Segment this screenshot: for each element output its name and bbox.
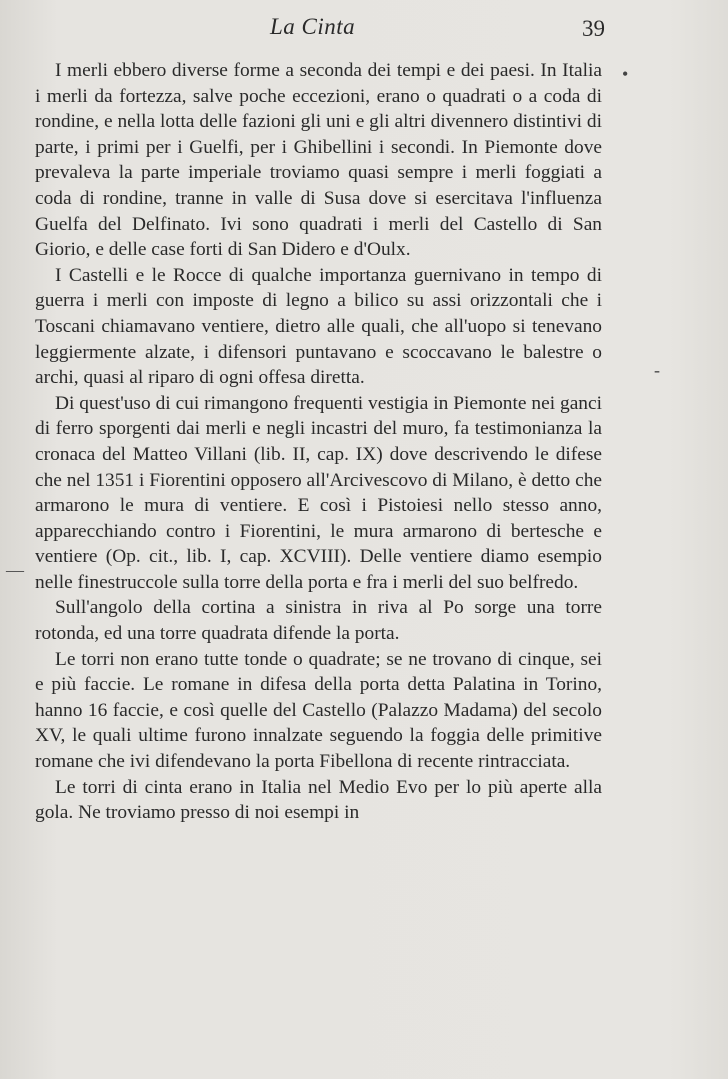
paragraph: Di quest'uso di cui rimangono frequenti vestigia in Piemonte nei ganci di ferro sporgenti dai merli e negli incastri del muro, fa testimonianza la cronaca del Matteo Villani (lib. II, cap. IX) dove descrivendo le difese che nel 1351 i Fiorentini opposero all'Arcivescovo di Milano, è detto che armarono le mura di ventiere. E così i Pistoiesi nello stesso anno, apparecchiando contro i Fiorentini, le mura armarono di bertesche e ventiere (Op. cit., lib. I, cap. XCVIII). Delle ventiere diamo esempio nelle finestruccole sulla torre della porta e fra i merli del suo belfredo. (35, 392, 602, 593)
paragraph: Le torri non erano tutte tonde o quadrate; se ne trovano di cinque, sei e più faccie. Le romane in difesa della porta detta Palatina in Torino, hanno 16 faccie, e così quelle del Castello (Palazzo Madama) del secolo XV, le quali ultime furono innalzate seguendo la foggia delle primitive romane che ivi difendevano la porta Fibellona di recente rintracciata. (35, 648, 602, 773)
paragraph: Sull'angolo della cortina a sinistra in riva al Po sorge una torre rotonda, ed una torre quadrata difende la porta. (35, 597, 602, 645)
margin-dash-mark: — (6, 560, 24, 580)
paragraph: I Castelli e le Rocce di qualche importanza guernivano in tempo di guerra i merli con imposte di legno a bilico su assi orizzontali che i Toscani chiamavano ventiere, dietro alle quali, che all'uopo si tenevano leggiermente alzate, i difensori puntavano e scoccavano le balestre o archi, quasi al riparo di ogni offesa diretta. (35, 264, 602, 389)
margin-dash-mark: - (654, 360, 660, 380)
page-number: 39 (582, 16, 605, 41)
page-header (0, 12, 728, 46)
margin-dot-mark: • (622, 64, 629, 84)
running-title: La Cinta (270, 14, 356, 39)
paragraph: I merli ebbero diverse forme a seconda dei tempi e dei paesi. In Italia i merli da fortezza, salve poche eccezioni, erano o quadrati o a coda di rondine, e nella lotta delle fazioni gli uni e gli altri divennero distintivi di parte, i primi per i Guelfi, per i Ghibellini i secondi. In Piemonte dove prevaleva la parte imperiale troviamo quasi sempre i merli foggiati a coda di rondine, tranne in valle di Susa dove si esercitava l'influenza Guelfa del Delfinato. Ivi sono quadrati i merli del Castello di San Giorio, e delle case forti di San Didero e d'Oulx. (35, 60, 602, 261)
paragraph: Le torri di cinta erano in Italia nel Medio Evo per lo più aperte alla gola. Ne troviamo presso di noi esempi in (35, 776, 602, 824)
body-text (35, 58, 602, 826)
